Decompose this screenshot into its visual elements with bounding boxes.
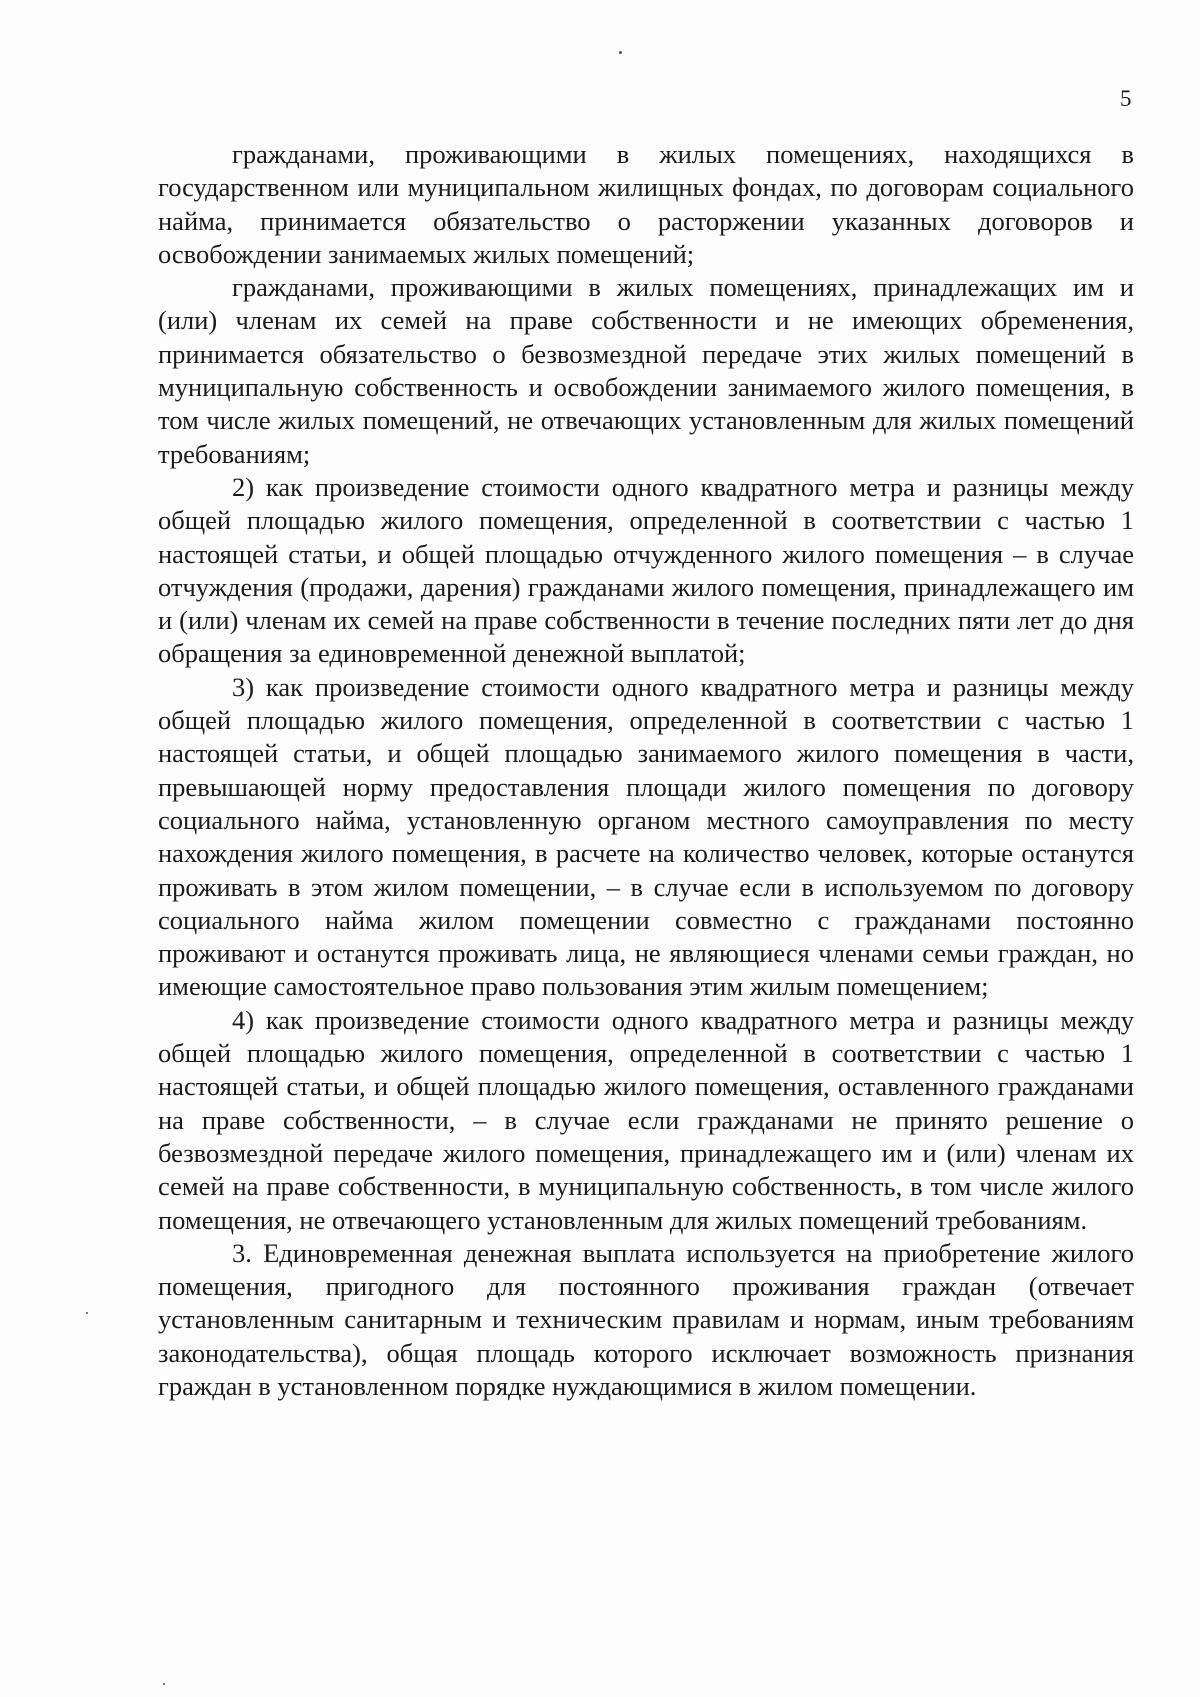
paragraph: 4) как произведение стоимости одного квадратного метра и разницы между общей площадью жилого помещения, определенной в соответствии с частью 1 настоящей статьи, и общей площадью жилого помещения, оставленного гражданами на праве собственности, – в случае если гражданами не принято решение о безвозмездной передаче жилого помещения, принадлежащего им и (или) членам их семей на праве собственности, в муниципальную собственность, в том числе жилого помещения, не отвечающего установленным для жилых помещений требованиям. [158,1004,1134,1235]
paragraph: гражданами, проживающими в жилых помещениях, находящихся в государственном или муниципальном жилищных фондах, по договорам социального найма, принимается обязательство о расторжении указанных договоров и освобождении занимаемых жилых помещений; [158,139,1134,269]
scan-speck [163,1683,165,1685]
page-number: 5 [1120,86,1132,111]
paragraph: 3. Единовременная денежная выплата используется на приобретение жилого помещения, пригодного для постоянного проживания граждан (отвечает установленным санитарным и техническим правилам и нормам, иным требованиям законодательства), общая площадь которого исключает возможность признания граждан в установленном порядке нуждающимися в жилом помещении. [158,1237,1134,1401]
paragraph: гражданами, проживающими в жилых помещениях, принадлежащих им и (или) членам их семей на праве собственности и не имеющих обременения, принимается обязательство о безвозмездной передаче этих жилых помещений в муниципальную собственность и освобождении занимаемого жилого помещения, в том числе жилых помещений, не отвечающих установленным для жилых помещений требованиям; [158,272,1134,469]
paragraph: 3) как произведение стоимости одного квадратного метра и разницы между общей площадью жилого помещения, определенной в соответствии с частью 1 настоящей статьи, и общей площадью занимаемого жилого помещения в части, превышающей норму предоставления площади жилого помещения по договору социального найма, установленную органом местного самоуправления по месту нахождения жилого помещения, в расчете на количество человек, которые останутся проживать в этом жилом помещении, – в случае если в используемом по договору социального найма жилом помещении совместно с гражданами постоянно проживают и останутся проживать лица, не являющиеся членами семьи граждан, но имеющие самостоятельное право пользования этим жилым помещением; [158,671,1134,1002]
paragraph: 2) как произведение стоимости одного квадратного метра и разницы между общей площадью жилого помещения, определенной в соответствии с частью 1 настоящей статьи, и общей площадью отчужденного жилого помещения – в случае отчуждения (продажи, дарения) гражданами жилого помещения, принадлежащего им и (или) членам их семей на праве собственности в течение последних пяти лет до дня обращения за единовременной денежной выплатой; [158,471,1134,669]
document-body [158,138,1134,1403]
scan-speck [86,1312,88,1314]
scan-speck [619,51,622,54]
